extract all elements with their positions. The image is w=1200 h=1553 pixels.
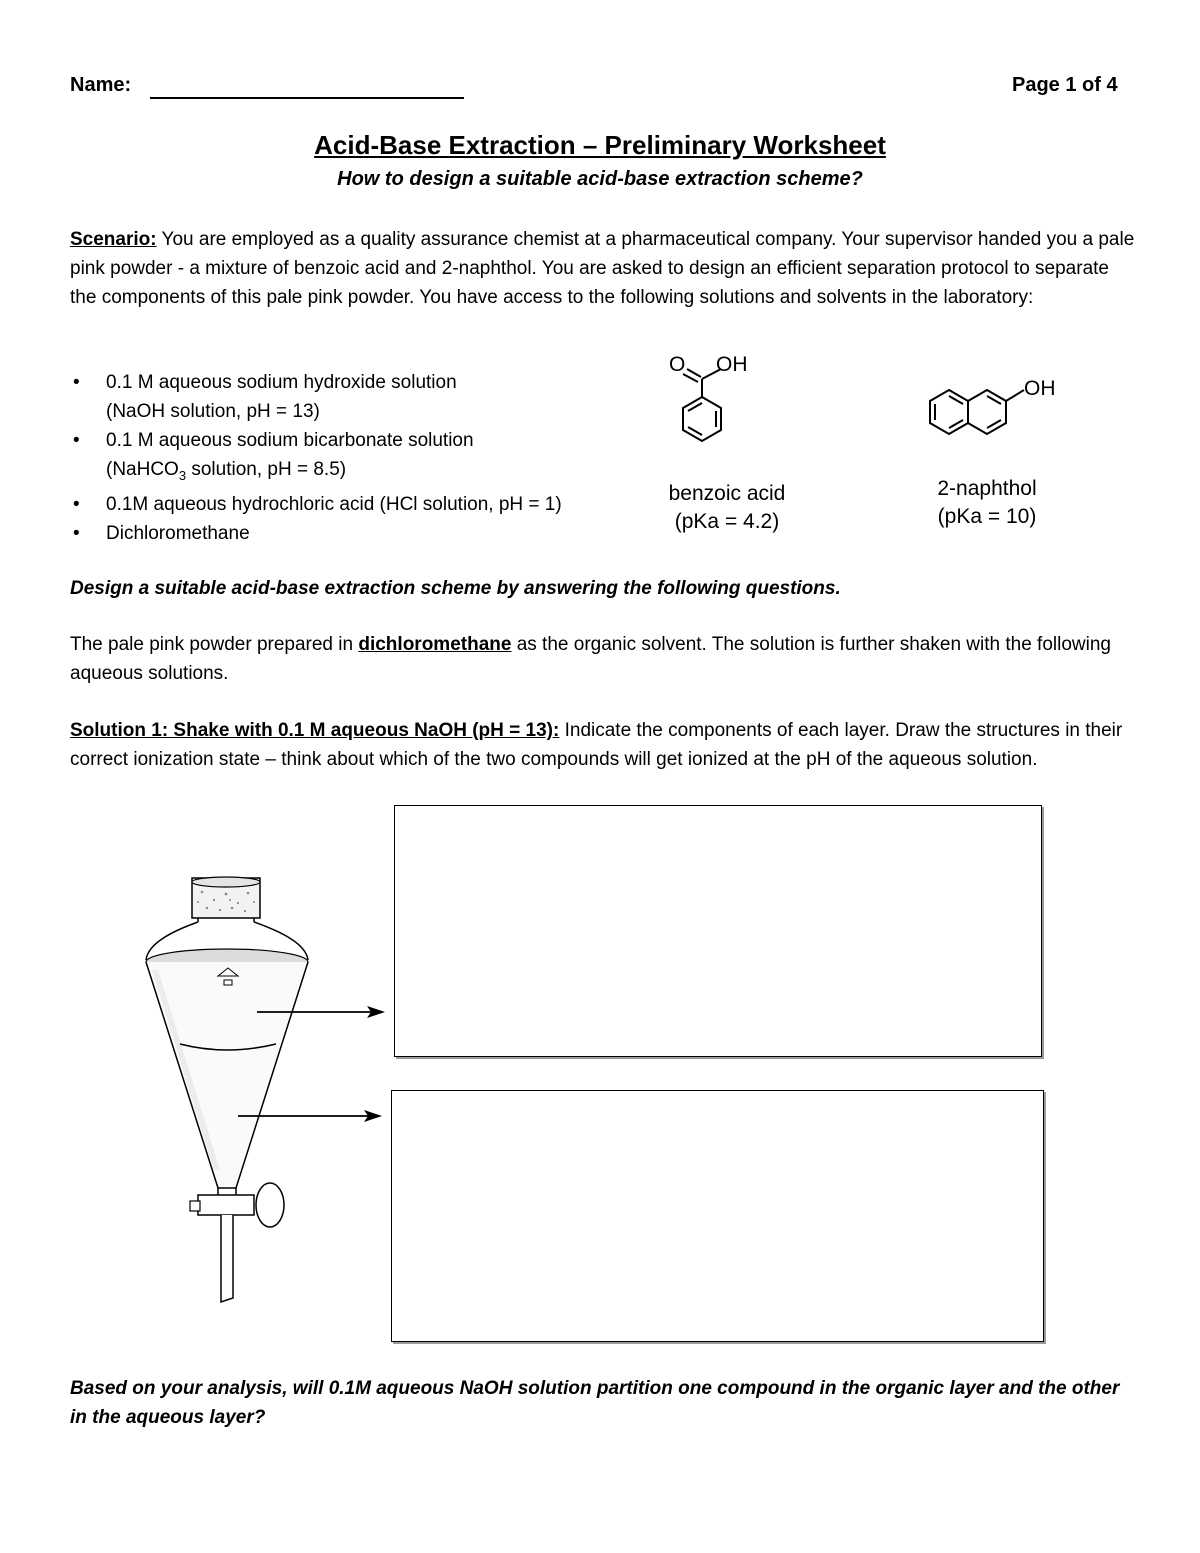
design-prompt: Design a suitable acid-base extraction scheme by answering the following questions. xyxy=(70,578,841,599)
naphthol-oh-label: OH xyxy=(1024,377,1056,400)
prep-text-pre: The pale pink powder prepared in xyxy=(70,634,359,655)
bicarb-line2-pre: (NaHCO xyxy=(106,459,179,480)
naphthol-structure xyxy=(920,370,1080,450)
benzoic-o-label: O xyxy=(669,353,686,376)
benzoic-oh-label: OH xyxy=(716,353,748,376)
funnel-body xyxy=(146,962,308,1188)
naphthol-pka: (pKa = 10) xyxy=(937,505,1037,528)
stopcock-handle[interactable] xyxy=(256,1183,284,1227)
bicarb-line2-sub: 3 xyxy=(178,467,187,483)
scenario-label: Scenario: xyxy=(70,229,157,250)
bullet-icon: • xyxy=(73,372,80,393)
prep-paragraph xyxy=(70,630,1135,688)
list-item xyxy=(70,368,640,426)
stopcock[interactable] xyxy=(198,1195,254,1215)
bullet-icon: • xyxy=(73,430,80,451)
dcm-line: Dichloromethane xyxy=(106,522,250,544)
benzoic-acid-name: benzoic acid xyxy=(668,482,786,505)
naoh-line2: (NaOH solution, pH = 13) xyxy=(106,401,320,422)
scenario-text: You are employed as a quality assurance chemist at a pharmaceutical company. Your supervisor handed you a pale pink powder - a mixture of benzoic acid and 2-naphthol. You are asked to design an efficient separation protocol to separate the components of this pale pink powder. You have access to the following solutions and solvents in the laboratory: xyxy=(70,229,1135,308)
bullet-icon: • xyxy=(73,493,80,515)
list-item xyxy=(70,519,640,548)
worksheet-title: Acid-Base Extraction – Preliminary Worksheet xyxy=(314,130,886,160)
benzoic-acid-structure xyxy=(655,345,765,455)
solution1-paragraph xyxy=(70,716,1145,774)
bicarb-line1: 0.1 M aqueous sodium bicarbonate solution xyxy=(106,430,474,451)
hcl-line: 0.1M aqueous hydrochloric acid (HCl solution, pH = 1) xyxy=(106,493,562,515)
list-item xyxy=(70,426,640,490)
name-blank-line[interactable] xyxy=(150,97,464,99)
naoh-line1: 0.1 M aqueous sodium hydroxide solution xyxy=(106,372,457,393)
scenario-paragraph xyxy=(70,225,1135,312)
bicarb-line2-post: solution, pH = 8.5) xyxy=(186,459,347,480)
solution1-text: Indicate the components of each layer. Draw the structures in their correct ionization state – think about which of the two compounds will get ionized at the pH of the aqueous solution. xyxy=(70,720,1123,770)
bullet-icon: • xyxy=(73,522,80,544)
funnel-stem xyxy=(221,1215,233,1302)
separatory-funnel-illustration xyxy=(130,870,390,1310)
solvent-list xyxy=(70,368,640,548)
partition-question: Based on your analysis, will 0.1M aqueous NaOH solution partition one compound in the organic layer and the other in the aqueous layer? xyxy=(70,1378,1120,1428)
solution1-label: Solution 1: Shake with 0.1 M aqueous NaOH (pH = 13): xyxy=(70,720,560,741)
page-number: Page 1 of 4 xyxy=(1012,74,1118,96)
prep-text-post: as the organic solvent. The solution is further shaken with the following aqueous solutions. xyxy=(70,634,1111,684)
bottom-layer-answer-box[interactable] xyxy=(391,1090,1044,1342)
top-layer-answer-box[interactable] xyxy=(394,805,1042,1057)
benzoic-acid-pka: (pKa = 4.2) xyxy=(674,510,780,533)
name-label: Name: xyxy=(70,74,132,96)
prep-solvent: dichloromethane xyxy=(358,634,512,655)
list-item xyxy=(70,490,640,519)
worksheet-subtitle: How to design a suitable acid-base extraction scheme? xyxy=(337,168,863,190)
naphthol-name: 2-naphthol xyxy=(937,477,1037,500)
